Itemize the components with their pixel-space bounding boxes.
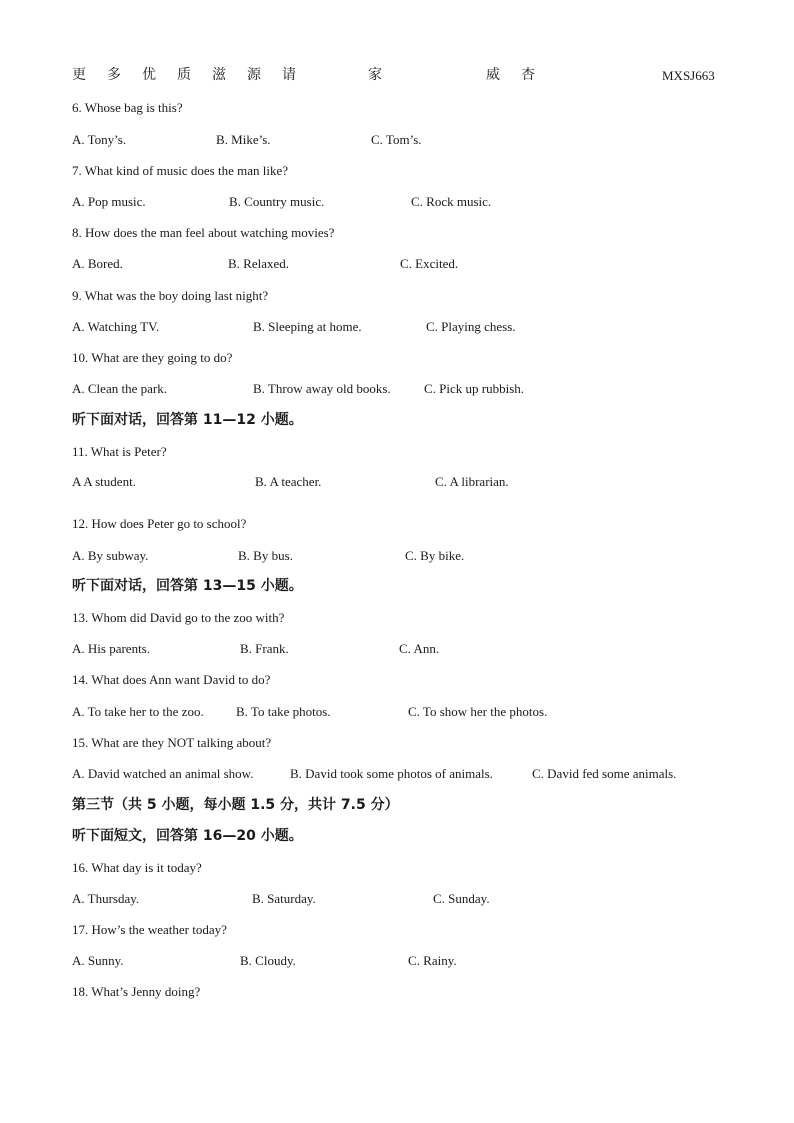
question-8: 8. How does the man feel about watching movies? (72, 225, 335, 240)
option-b: B. David took some photos of animals. (290, 766, 493, 781)
section-heading: 听下面对话，回答第 13—15 小题。 (72, 578, 303, 594)
question-11: 11. What is Peter? (72, 444, 167, 459)
question-15: 15. What are they NOT talking about? (72, 735, 272, 750)
question-6: 6. Whose bag is this? (72, 100, 183, 115)
option-b: B. Cloudy. (240, 953, 296, 968)
question-18: 18. What’s Jenny doing? (72, 984, 201, 999)
option-b: B. A teacher. (255, 474, 322, 489)
option-c: C. Ann. (399, 641, 440, 656)
question-7: 7. What kind of music does the man like? (72, 163, 289, 178)
option-c: C. Playing chess. (426, 319, 516, 334)
header-code: MXSJ663 (662, 68, 715, 83)
option-a: A. By subway. (72, 548, 149, 563)
header-char: 滋 (212, 68, 226, 83)
page-header (72, 66, 724, 86)
option-a: A. Watching TV. (72, 319, 160, 334)
header-char: 优 (142, 68, 156, 83)
header-char: 请 (282, 68, 296, 83)
option-c: C. Tom’s. (371, 132, 422, 147)
option-b: B. Mike’s. (216, 132, 271, 147)
header-char: 家 (368, 68, 382, 83)
option-a: A A student. (72, 474, 136, 489)
option-c: C. Pick up rubbish. (424, 381, 525, 396)
option-c: C. Sunday. (433, 891, 490, 906)
question-12: 12. How does Peter go to school? (72, 516, 247, 531)
option-b: B. Relaxed. (228, 256, 290, 271)
header-char: 多 (107, 68, 121, 83)
question-13: 13. Whom did David go to the zoo with? (72, 610, 285, 625)
option-a: A. David watched an animal show. (72, 766, 254, 781)
header-char: 威 (486, 68, 500, 83)
header-char: 源 (247, 68, 261, 83)
option-a: A. Pop music. (72, 194, 146, 209)
option-a: A. Clean the park. (72, 381, 167, 396)
section-heading: 听下面短文，回答第 16—20 小题。 (72, 828, 303, 844)
option-c: C. By bike. (405, 548, 465, 563)
option-b: B. Frank. (240, 641, 289, 656)
option-c: C. Excited. (400, 256, 459, 271)
option-a: A. His parents. (72, 641, 150, 656)
question-9: 9. What was the boy doing last night? (72, 288, 269, 303)
question-16: 16. What day is it today? (72, 860, 202, 875)
option-b: B. Country music. (229, 194, 325, 209)
option-b: B. By bus. (238, 548, 293, 563)
question-14: 14. What does Ann want David to do? (72, 672, 271, 687)
option-c: C. David fed some animals. (532, 766, 677, 781)
option-c: C. A librarian. (435, 474, 509, 489)
option-b: B. Throw away old books. (253, 381, 391, 396)
option-b: B. Saturday. (252, 891, 316, 906)
question-17: 17. How’s the weather today? (72, 922, 227, 937)
section-heading: 听下面对话，回答第 11—12 小题。 (72, 412, 303, 428)
option-b: B. Sleeping at home. (253, 319, 362, 334)
option-c: C. Rock music. (411, 194, 492, 209)
option-a: A. Tony’s. (72, 132, 127, 147)
option-c: C. Rainy. (408, 953, 457, 968)
option-a: A. To take her to the zoo. (72, 704, 204, 719)
header-char: 质 (177, 68, 191, 83)
option-a: A. Thursday. (72, 891, 140, 906)
option-a: A. Bored. (72, 256, 123, 271)
section-heading: 第三节（共 5 小题，每小题 1.5 分，共计 7.5 分） (72, 797, 399, 813)
header-char: 更 (72, 68, 86, 83)
question-10: 10. What are they going to do? (72, 350, 233, 365)
option-b: B. To take photos. (236, 704, 331, 719)
option-a: A. Sunny. (72, 953, 124, 968)
header-char: 杏 (521, 68, 535, 83)
option-c: C. To show her the photos. (408, 704, 548, 719)
